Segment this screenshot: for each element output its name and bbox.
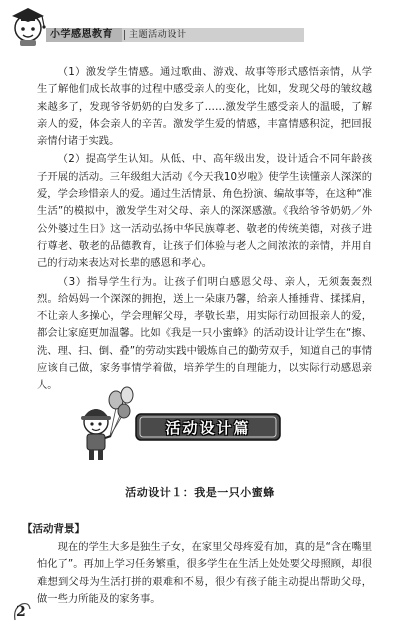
background-paragraph: 现在的学生大多是独生子女，在家里父母疼爱有加，真的是“含在嘴里怕化了”。再加上学习任务繁重，很多学生在生活上处处要父母照顾，却很难想到父母为生活打拼的艰难和不易，很少有孩子能主动提出帮助父母，做一些力所能及的家务事。 <box>37 541 372 605</box>
page-header <box>0 0 400 48</box>
page-number-label: 2 <box>16 604 26 620</box>
header-separator <box>124 30 125 40</box>
paragraph-2: （2）提高学生认知。从低、中、高年级出发，设计适合不同年龄孩子开展的活动。三年级组大活动《今天我10岁啦》使学生读懂亲人深深的爱，学会珍惜亲人的爱。通过生活情景、角色扮演、编故事等，在这种“准生活”的模拟中，激发学生对父母、亲人的深深感激。《我给爷爷奶奶／外公外婆过生日》这一活动弘扬中华民族尊老、敬老的传统美德，对孩子进行尊老、敬老的品德教育，让孩子们体验与老人之间浓浓的亲情，并用自己的行动来表达对长辈的感恩和孝心。 <box>37 153 372 270</box>
body-text <box>37 64 372 396</box>
page-number <box>12 600 32 624</box>
section-banner <box>135 412 281 442</box>
paragraph-3: （3）指导学生行为。让孩子们明白感恩父母、亲人，无须轰轰烈烈。给妈妈一个深深的拥抱，送上一朵康乃馨，给亲人捶捶背、揉揉肩，不让亲人多操心，学会理解父母，孝敬长辈，用实际行动回报亲人的爱，都会让家庭更加温馨。比如《我是一只小蜜蜂》的活动设计让学生在“擦、洗、理、扫、倒、叠”的劳动实践中锻炼自己的勤劳双手，知道自己的事情应该自己做，家务事情学着做，培养学生的自理能力，以实际行动感恩亲人。 <box>37 275 372 392</box>
background-text <box>37 539 372 609</box>
header-subtitle: 主题活动设计 <box>129 30 187 40</box>
section-banner-label: 活动设计篇 <box>165 418 251 437</box>
background-heading: 【活动背景】 <box>22 523 85 535</box>
activity-title: 活动设计１：我是一只小蜜蜂 <box>125 486 275 499</box>
paragraph-1: （1）激发学生情感。通过歌曲、游戏、故事等形式感悟亲情，从学生了解他们成长故事的过程中感受亲人的变化，比如，发现父母的皱纹越来越多了，发现爷爷奶奶的白发多了……激发学生感受亲人的温暖，了解亲人的爱，体会亲人的辛苦。激发学生爱的情感，丰富情感积淀，把回报亲情付诸于实践。 <box>37 66 372 148</box>
header-mascot-icon <box>8 4 48 46</box>
header-title: 小学感恩教育 <box>50 29 113 40</box>
kid-with-balloons-icon <box>70 386 136 464</box>
